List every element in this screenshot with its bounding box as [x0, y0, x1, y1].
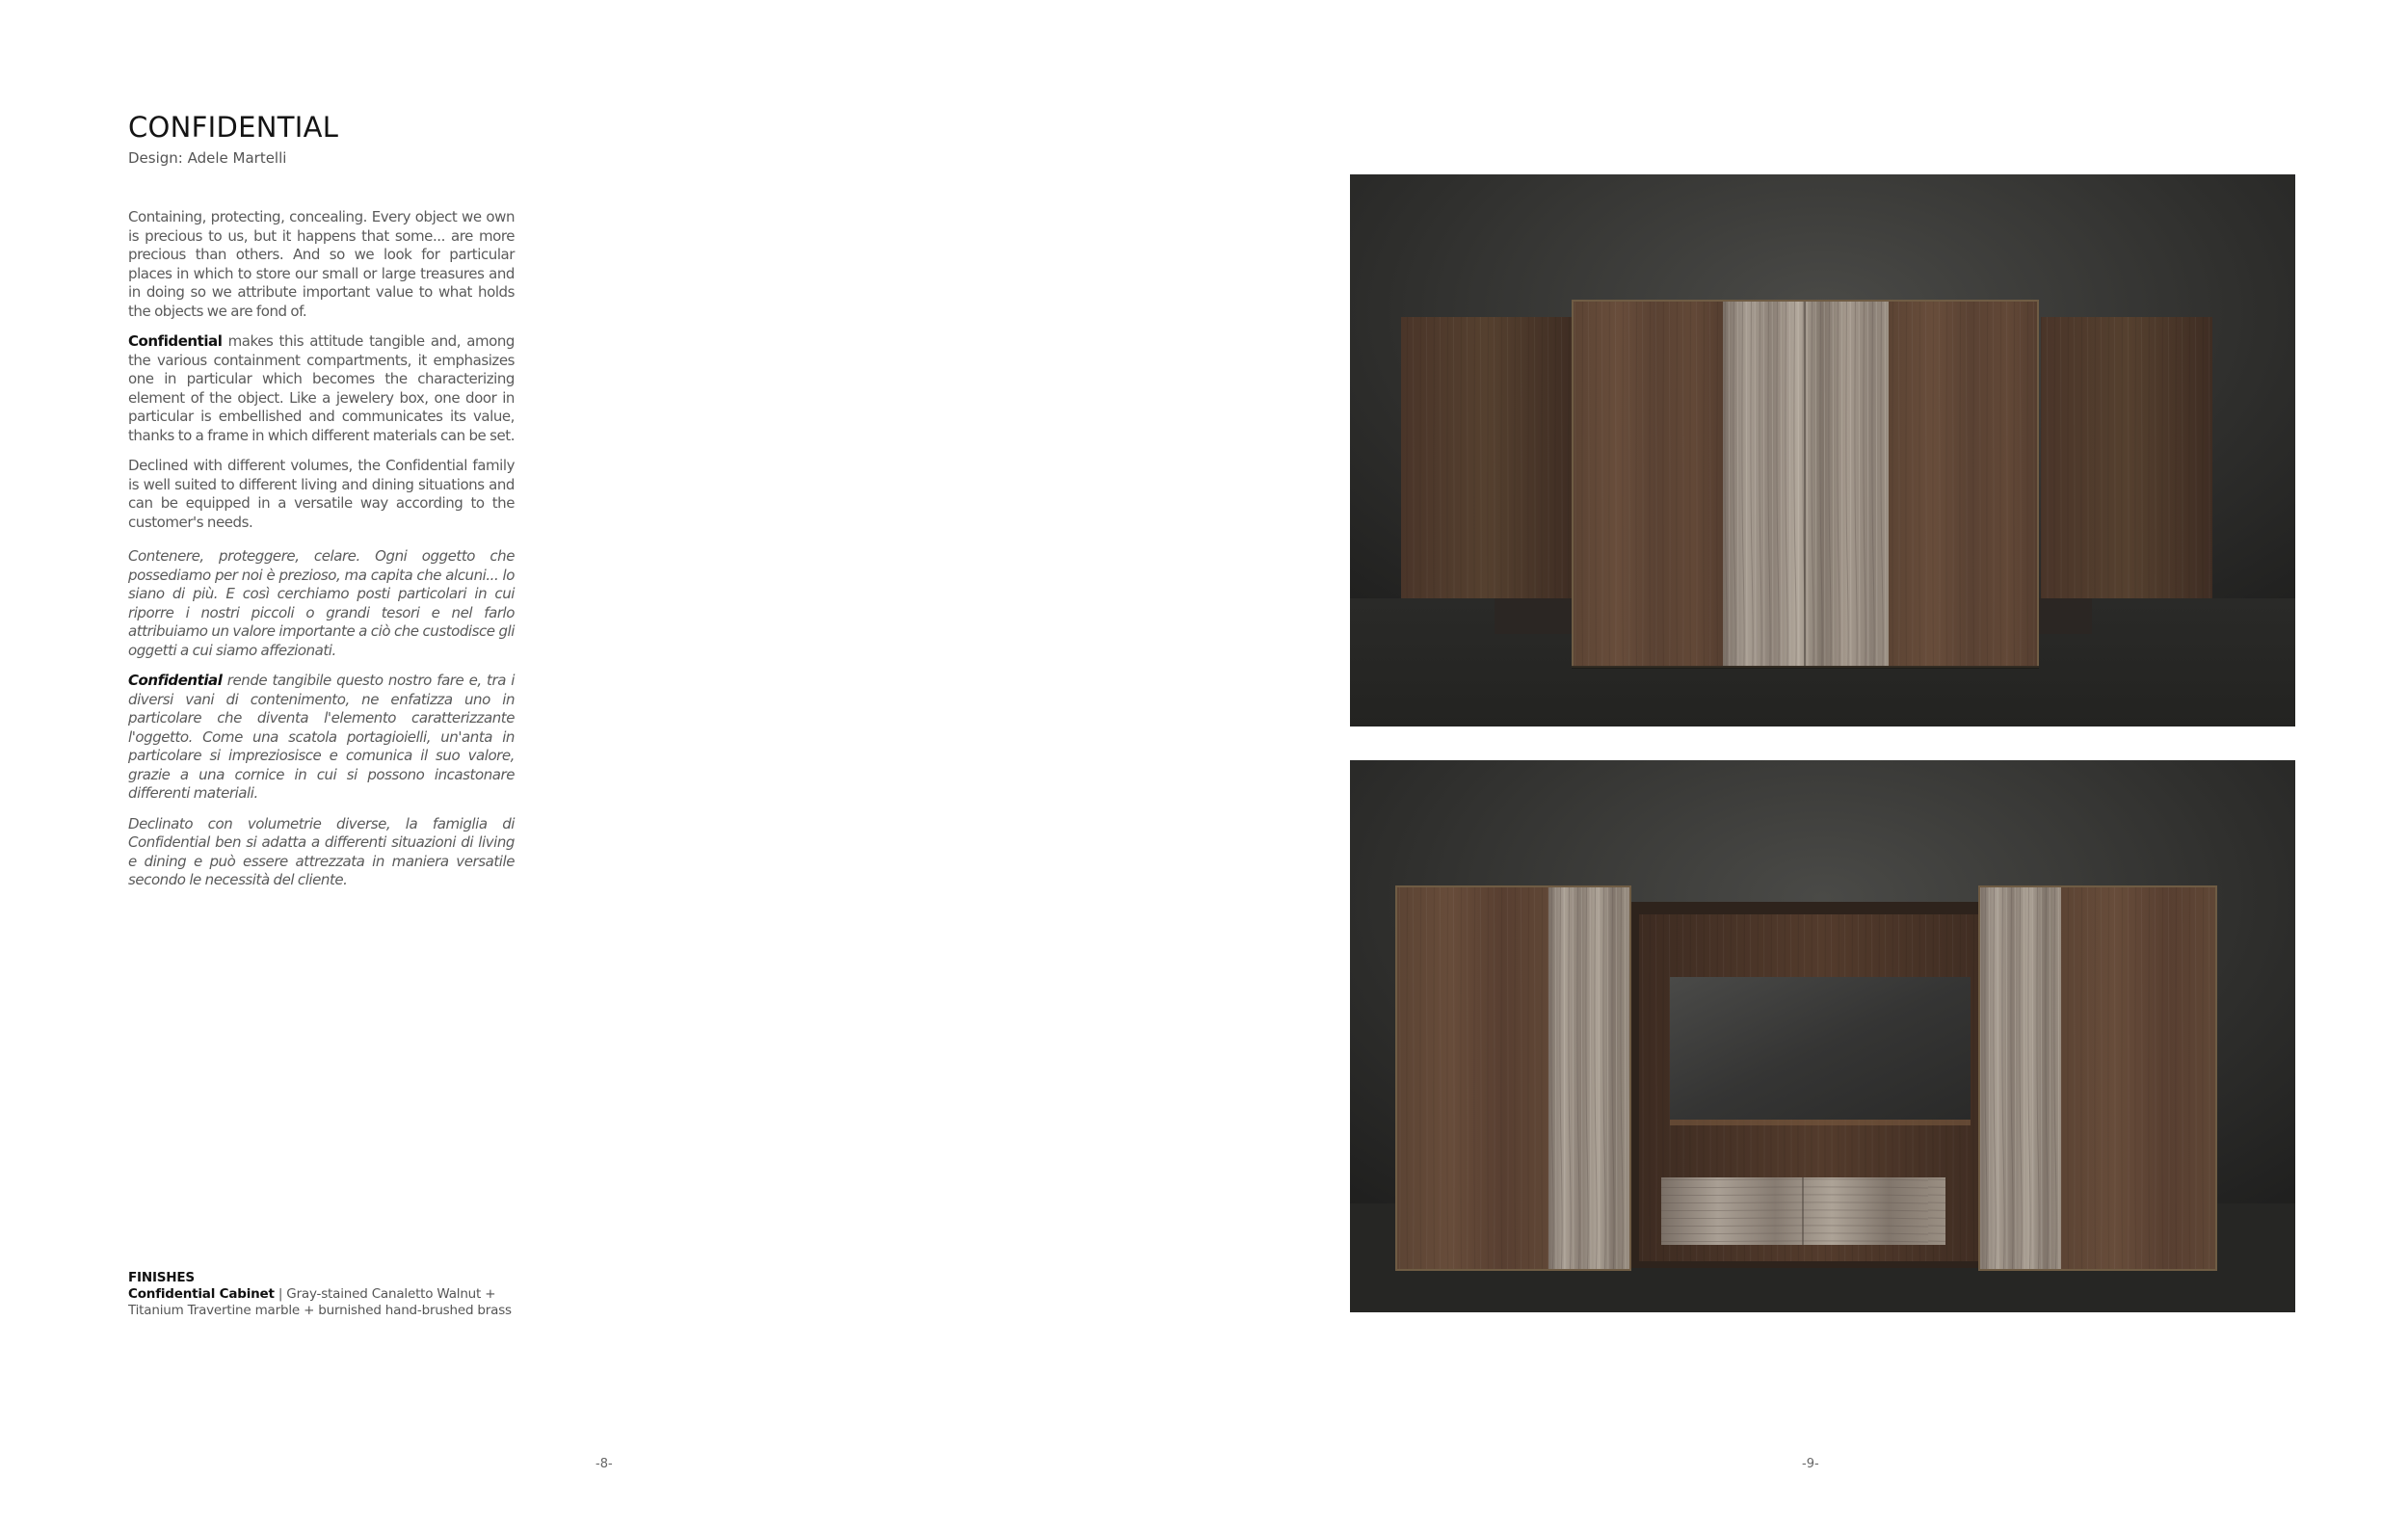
product-photo-cabinet-closed: [1350, 174, 2295, 726]
finishes-line-1: [128, 1286, 610, 1303]
paragraph-it-3: Declinato con volumetrie diverse, la famiglia di Confidential ben si adatta a differenti situazioni di living e dining e può essere attrezzata in maniera versatile secondo le necessità del cliente.: [128, 814, 515, 888]
finishes-heading: FINISHES: [128, 1270, 195, 1285]
page-number-left: -8-: [595, 1457, 613, 1471]
page-title: CONFIDENTIAL: [128, 111, 339, 144]
product-name-bold: Confidential: [128, 672, 223, 689]
paragraph-en-1: Containing, protecting, concealing. Every object we own is precious to us, but it happens that some... are more precious than others. And so we look for particular places in which to store our small or large treasures and in doing so we attribute important value to what holds the objects we are fond of.: [128, 208, 515, 320]
finishes-product: Confidential Cabinet: [128, 1286, 275, 1302]
description-text: [128, 208, 515, 902]
page-number-right: -9-: [1802, 1457, 1819, 1471]
finishes-line-2: Titanium Travertine marble + burnished hand-brushed brass: [128, 1303, 512, 1318]
product-photo-cabinet-open: [1350, 760, 2295, 1312]
paragraph-en-2: [128, 332, 515, 445]
designer-credit: Design: Adele Martelli: [128, 149, 287, 167]
paragraph-it-1: Contenere, proteggere, celare. Ogni oggetto che possediamo per noi è prezioso, ma capita che alcuni... lo siano di più. E così cerchiamo posti particolari in cui riporre i nostri piccoli o grandi tesori e nel farlo attribuiamo un valore importante a ciò che custodisce gli oggetti a cui siamo affezionati.: [128, 547, 515, 659]
paragraph-en-3: Declined with different volumes, the Confidential family is well suited to different living and dining situations and can be equipped in a versatile way according to the customer's needs.: [128, 457, 515, 531]
product-name-bold: Confidential: [128, 332, 223, 350]
paragraph-en-2-text: makes this attitude tangible and, among the various containment compartments, it emphasizes one in particular which becomes the characterizing element of the object. Like a jewelery box, one door in particular is embellished and communicates its value, thanks to a frame in which different materials can be set.: [128, 332, 516, 444]
finishes-block: [128, 1270, 610, 1319]
paragraph-it-2: [128, 672, 515, 804]
paragraph-it-2-text: rende tangibile questo nostro fare e, tra i diversi vani di contenimento, ne enfatizza uno in particolare che diventa l'elemento caratterizzante l'oggetto. Come una scatola portagioielli, un'anta in particolare si impreziosisce e comunica il suo valore, grazie a una cornice in cui si possono incastonare differenti materiali.: [128, 672, 515, 802]
finishes-materials: | Gray-stained Canaletto Walnut +: [274, 1286, 496, 1302]
